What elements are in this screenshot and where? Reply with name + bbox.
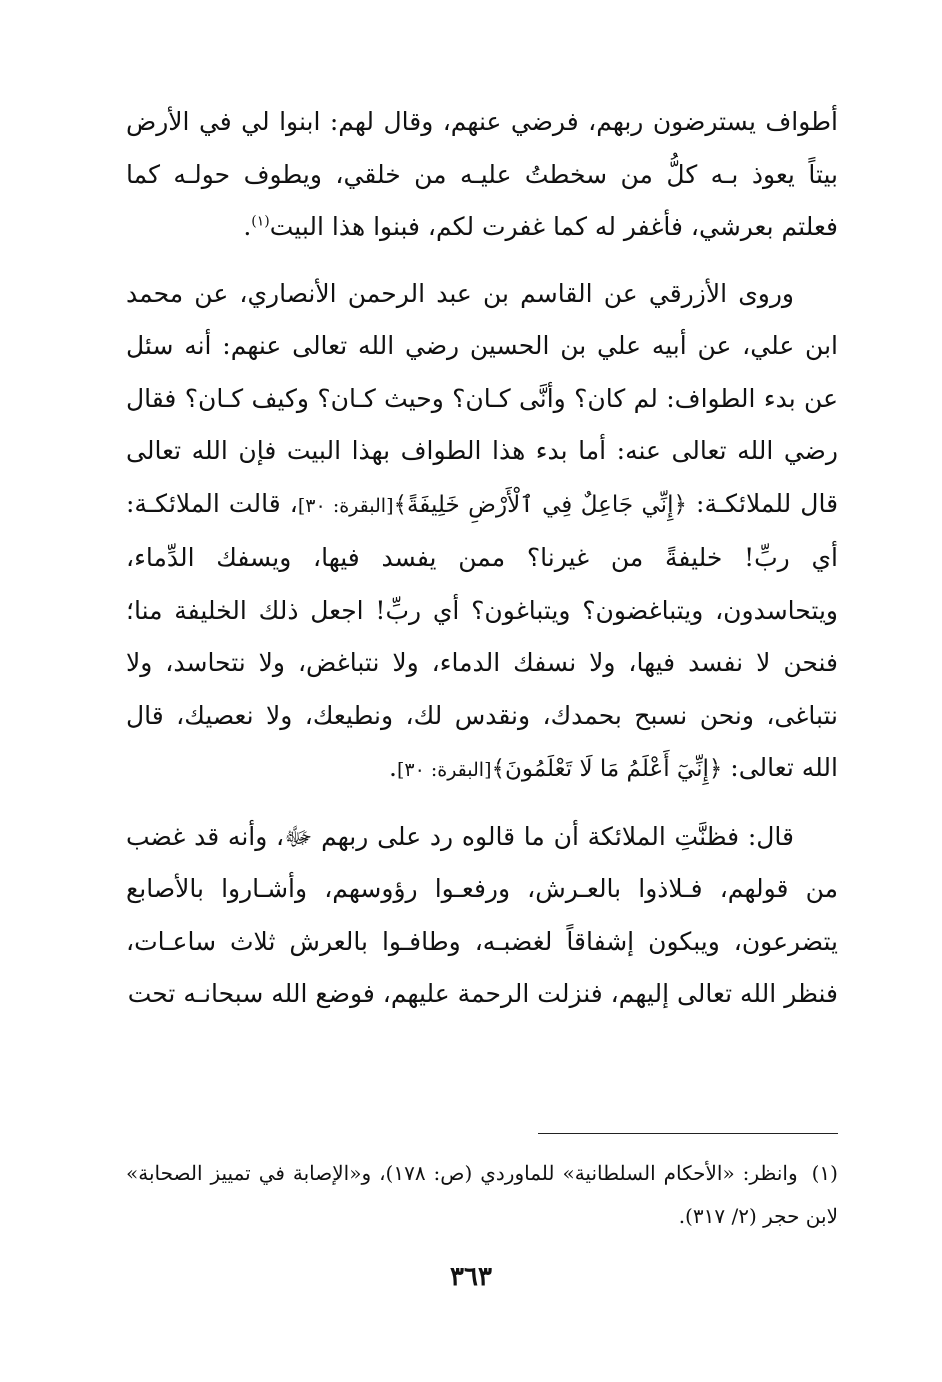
paragraph-1-text: أطواف يسترضون ربهم، فرضي عنهم، وقال لهم: ابنوا لي في الأرض بيتاً يعوذ بـه كلُّ من سخطتُ عليـه من خلقي، ويطوف حولـه كما فعلتم بعرشي، فأغفر له كما غفرت لكم، فبنوا هذا البيت [126,107,838,241]
paragraph-1-end: . [243,212,252,241]
paragraph-3 [126,811,838,1021]
paragraph-2-end: . [389,753,397,782]
verse-citation-1: [البقرة: ٣٠] [297,494,394,517]
page-number: ٣٦٣ [450,1262,492,1292]
verse-citation-2: [البقرة: ٣٠] [396,759,492,781]
paragraph-2 [126,268,838,797]
footnote-item [126,1152,838,1238]
paragraph-2-part-2: ، قالت الملائكـة: أي ربِّ! خليفةً من غيرنا؟ ممن يفسد فيها، ويسفك الدِّماء، ويتحاسدون، ويتباغضون؟ ويتباغون؟ أي ربِّ! اجعل ذلك الخليفة منا؛ فنحن لا نفسد فيها، ولا نسفك الدماء، ولا نتباغض، ولا نتحاسد، ولا نتباغى، ونحن نسبح بحمدك، ونقدس لك، ونطيعك، ولا نعصيك، قال الله تعالى: [126,488,838,782]
footnote-number: (١) [811,1161,838,1185]
quran-verse-1: ﴿إِنِّي جَاعِلٌ فِي ٱلْأَرْضِ خَلِيفَةً﴾ [393,491,687,518]
main-text [126,96,838,1021]
footnote-separator [538,1133,838,1134]
quran-verse-2: ﴿إِنِّيٓ أَعْلَمُ مَا لَا تَعْلَمُونَ﴾ [491,756,723,782]
paragraph-gap [126,254,838,268]
paragraph-3-text: قال: فظنَّتِ الملائكة أن ما قالوه رد على ربهم ﷻ، وأنه قد غضب من قولهم، فـلاذوا بالعـرش، ورفعـوا رؤوسهم، وأشـاروا بالأصابع يتضرعون، ويبكون إشفاقاً لغضبـه، وطافـوا بالعرش ثلاث ساعـات، فنظر الله تعالى إليهم، فنزلت الرحمة عليهم، فوضع الله سبحانـه تحت [126,821,838,1008]
paragraph-1 [126,96,838,254]
footnote-reference[interactable]: (١) [251,213,270,230]
paragraph-gap [126,797,838,811]
footnote-text: وانظر: «الأحكام السلطانية» للماوردي (ص: ١٧٨)، و«الإصابة في تمييز الصحابة» لابن حجر (٢/ ٣١٧). [126,1161,838,1228]
footnotes [126,1152,838,1238]
paragraph-2-part-1: وروى الأزرقي عن القاسم بن عبد الرحمن الأنصاري، عن محمد ابن علي، عن أبيه علي بن الحسين رضي الله تعالى عنهم: أنه سئل عن بدء الطواف: لم كان؟ وأنَّى كـان؟ وحيث كـان؟ وكيف كـان؟ فقال رضي الله تعالى عنه: أما بدء هذا الطواف بهذا البيت فإن الله تعالى قال للملائكـة: [126,278,839,518]
